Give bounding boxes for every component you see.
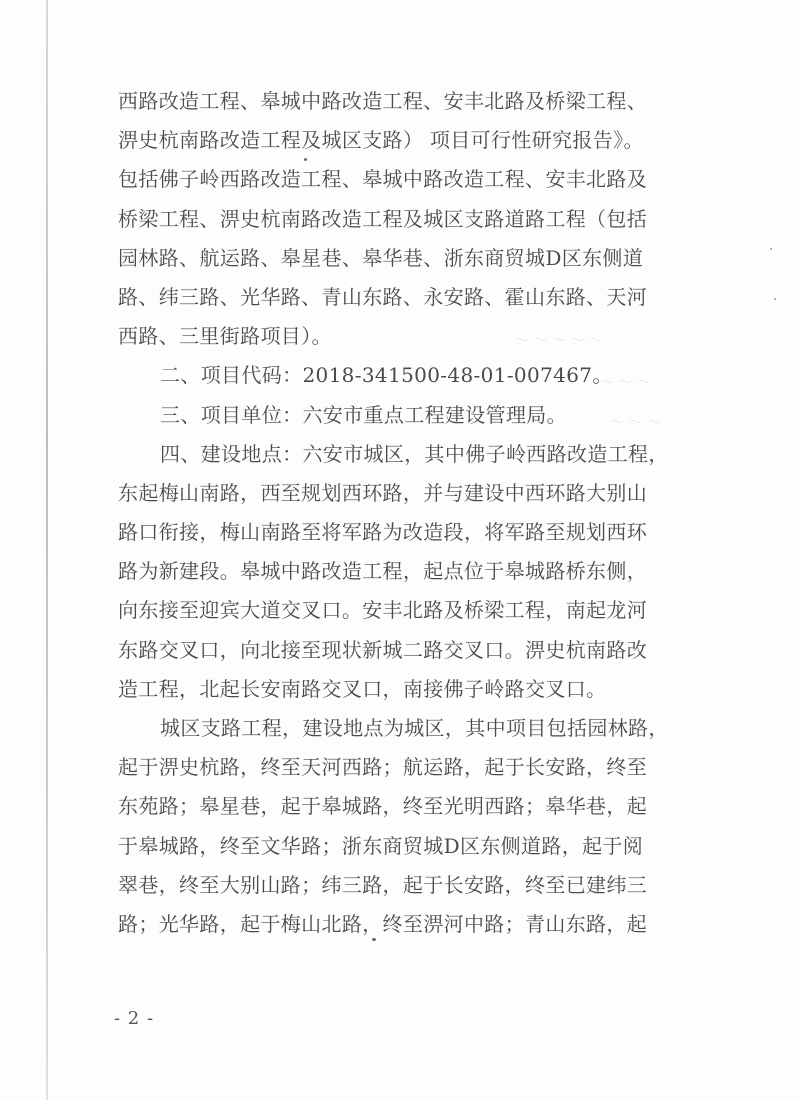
text-line: 路、纬三路、光华路、青山东路、永安路、霍山东路、天河 (118, 284, 648, 309)
bleed-through-mark: ～ ～ ～ (600, 375, 651, 391)
text-line: 西路改造工程、皋城中路改造工程、安丰北路及桥梁工程、 (118, 89, 648, 113)
text-line: 包括佛子岭西路改造工程、皋城中路改造工程、安丰北路及 (118, 167, 648, 192)
text-line: 路口衔接，梅山南路至将军路为改造段，将军路至规划西环 (118, 520, 648, 545)
scan-speck (774, 298, 776, 300)
text-line: 路；光华路，起于梅山北路，终至淠河中路；青山东路，起 (118, 911, 648, 936)
bleed-through-mark: ～ ～ ～ ～ ～ (515, 333, 603, 349)
text-line: 东苑路；皋星巷，起于皋城路，终至光明西路；皋华巷，起 (118, 794, 648, 819)
text-line: 向东接至迎宾大道交叉口。安丰北路及桥梁工程，南起龙河 (118, 598, 648, 623)
body-text (118, 82, 678, 944)
text-line: 淠史杭南路改造工程及城区支路） 项目可行性研究报告》。 (118, 128, 644, 153)
scan-binding-edge (46, 0, 48, 1100)
text-line: 路为新建段。皋城中路改造工程，起点位于皋城路桥东侧， (118, 559, 648, 584)
text-line: 西路、三里街路项目）。 (118, 324, 332, 349)
text-line: 于皋城路，终至文华路；浙东商贸城D区东侧道路，起于阅 (118, 833, 644, 858)
project-code-line: 二、项目代码：2018-341500-48-01-007467。 (160, 363, 613, 388)
text-line: 造工程，北起长安南路交叉口，南接佛子岭路交叉口。 (118, 676, 607, 701)
text-line: 翠巷，终至大别山路；纬三路，起于长安路，终至已建纬三 (118, 872, 648, 897)
text-line: 东起梅山南路，西至规划西环路，并与建设中西环路大别山 (118, 480, 648, 505)
text-line: 起于淠史杭路，终至天河西路；航运路，起于长安路，终至 (118, 755, 648, 780)
text-line: 园林路、航运路、皋星巷、皋华巷、浙东商贸城D区东侧道 (118, 245, 644, 270)
text-line: 桥梁工程、淠史杭南路改造工程及城区支路道路工程（包括 (118, 206, 648, 231)
construction-site-line: 四、建设地点：六安市城区，其中佛子岭西路改造工程， (160, 441, 669, 466)
branch-road-paragraph-start: 城区支路工程，建设地点为城区，其中项目包括园林路， (160, 716, 669, 740)
bleed-through-mark: ～ ～ ～ (610, 415, 661, 431)
text-line: 东路交叉口，向北接至现状新城二路交叉口。淠史杭南路改 (118, 637, 648, 662)
page-number: - 2 - (114, 1008, 155, 1029)
scan-speck (770, 248, 772, 250)
project-unit-line: 三、项目单位：六安市重点工程建设管理局。 (160, 402, 567, 427)
